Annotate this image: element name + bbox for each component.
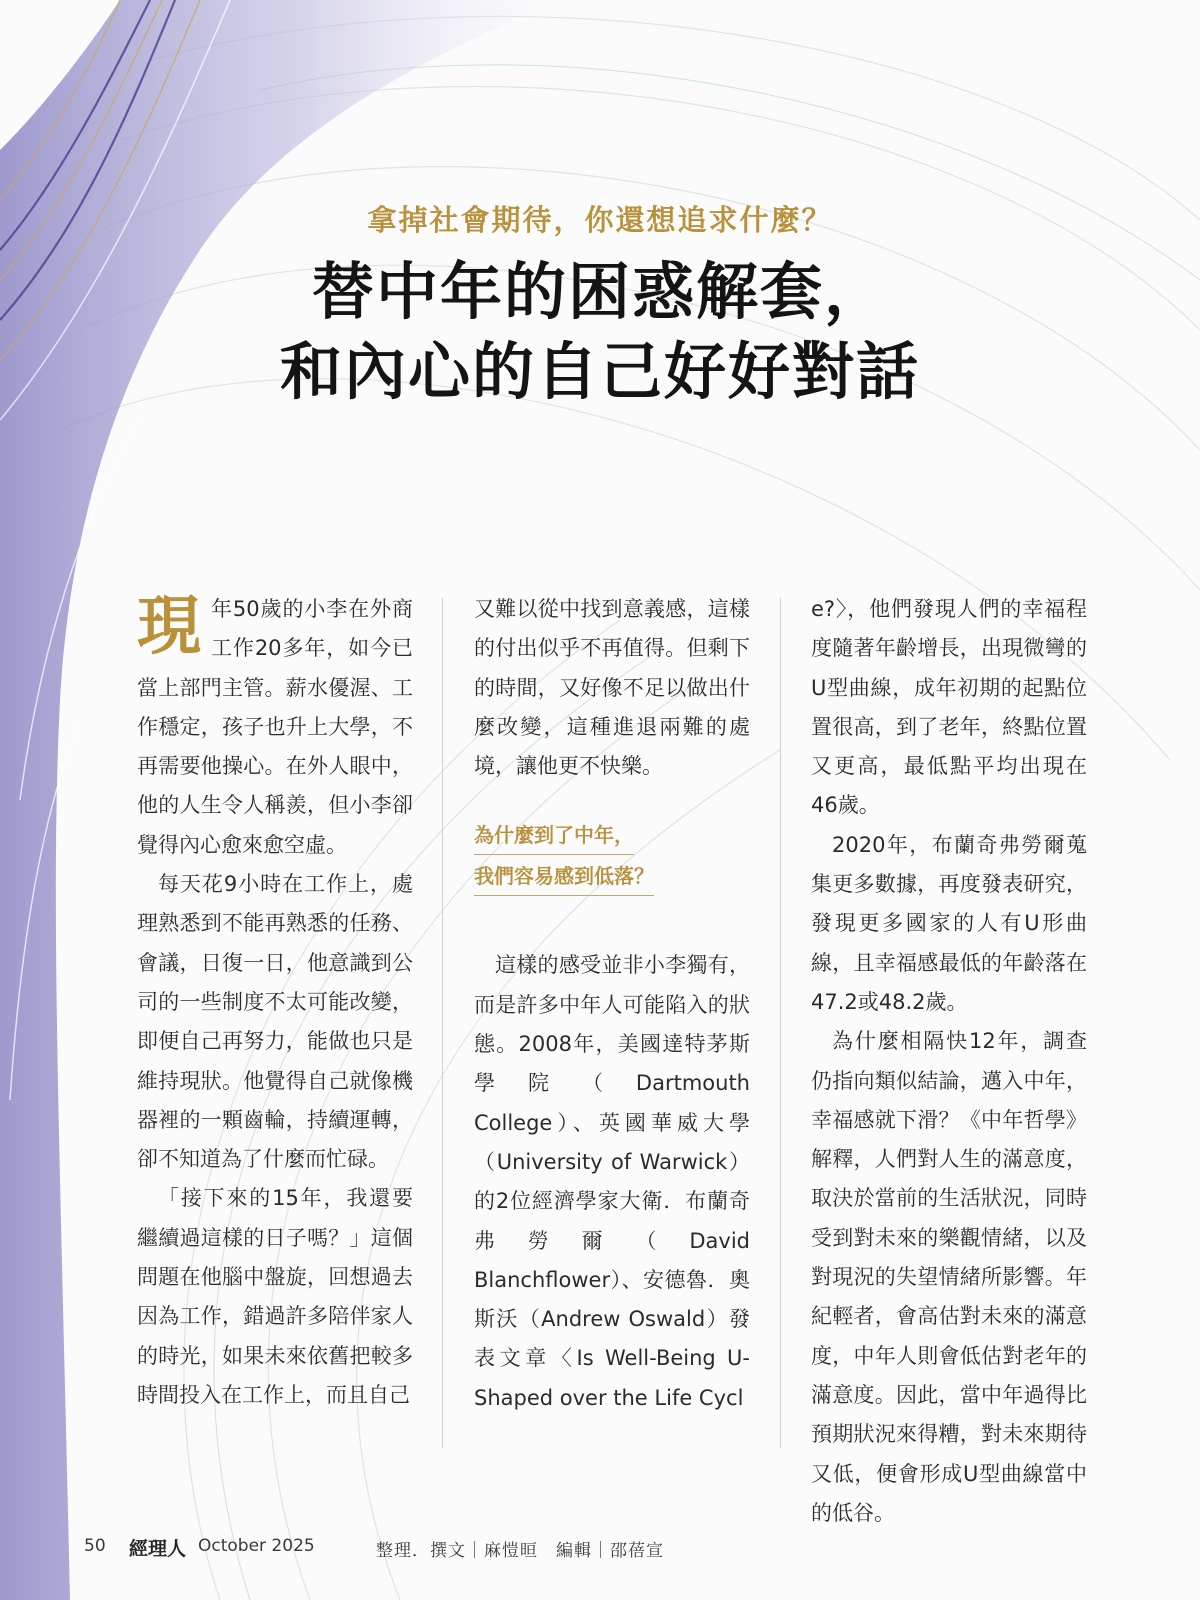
magazine-name: 經理人 [129,1538,187,1560]
page-footer [0,1536,1200,1566]
body-column-3 [811,590,1087,1533]
section-subheading [474,816,750,898]
body-paragraph: 「接下來的15年，我還要繼續過這樣的日子嗎？」這個問題在他腦中盤旋，回想過去因為工作，錯過許多陪伴家人的時光，如果未來依舊把較多時間投入在工作上，而且自己 [137,1186,413,1407]
subheading-line-1: 為什麼到了中年， [474,817,634,855]
drop-cap: 現 [137,590,201,664]
body-paragraph: 為什麼相隔快12年，調查仍指向類似結論，邁入中年，幸福感就下滑？《中年哲學》解釋，人們對人生的滿意度，取決於當前的生活狀況，同時受到對未來的樂觀情緒，以及對現況的失望情緒所影響。年紀輕者，會高估對未來的滿意度，中年人則會低估對老年的滿意度。因此，當中年過得比預期狀況來得糟，對未來期待又低，便會形成U型曲線當中的低谷。 [811,1029,1087,1525]
paragraph-text: 年50歲的小李在外商工作20多年，如今已當上部門主管。薪水優渥、工作穩定，孩子也升上大學，不再需要他操心。在外人眼中，他的人生令人稱羨，但小李卻覺得內心愈來愈空虛。 [137,597,413,857]
body-column-2 [474,590,750,1418]
body-paragraph: 每天花9小時在工作上，處理熟悉到不能再熟悉的任務、會議，日復一日，他意識到公司的一些制度不太可能改變，即便自己再努力，能做也只是維持現狀。他覺得自己就像機器裡的一顆齒輪，持續運轉，卻不知道為了什麼而忙碌。 [137,872,413,1172]
headline-line-2: 和內心的自己好好對話 [279,335,920,408]
column-divider [780,598,781,1448]
headline-line-1: 替中年的困惑解套， [311,255,888,328]
body-paragraph: 又難以從中找到意義感，這樣的付出似乎不再值得。但剩下的時間，又好像不足以做出什麼改變，這種進退兩難的處境，讓他更不快樂。 [474,597,750,779]
article-headline [200,252,1000,412]
body-paragraph: 2020年，布蘭奇弗勞爾蒐集更多數據，再度發表研究，發現更多國家的人有U形曲線，且幸福感最低的年齡落在47.2或48.2歲。 [811,832,1087,1014]
body-paragraph: e?〉，他們發現人們的幸福程度隨著年齡增長，出現微彎的U型曲線，成年初期的起點位置很高，到了老年，終點位置又更高，最低點平均出現在46歲。 [811,597,1087,818]
column-divider [442,598,443,1448]
body-paragraph: 這樣的感受並非小李獨有，而是許多中年人可能陷入的狀態。2008年，美國達特茅斯學院（Dartmouth College）、英國華威大學（University of Warwick）的2位經濟學家大衛．布蘭奇弗勞爾（David Blanchflower）、安德魯．奧斯沃（Andrew Oswald）發表文章〈Is Well-Being U-Shaped over the Life Cycl [474,953,750,1410]
body-paragraph [137,590,413,865]
article-kicker: 拿掉社會期待，你還想追求什麼？ [367,203,833,237]
issue-date: October 2025 [198,1536,315,1556]
body-column-1 [137,590,413,1415]
article-credits: 整理．撰文｜麻愷晅 編輯｜邵蓓宣 [376,1541,664,1561]
subheading-line-2: 我們容易感到低落？ [474,858,654,896]
page-number: 50 [84,1536,106,1556]
